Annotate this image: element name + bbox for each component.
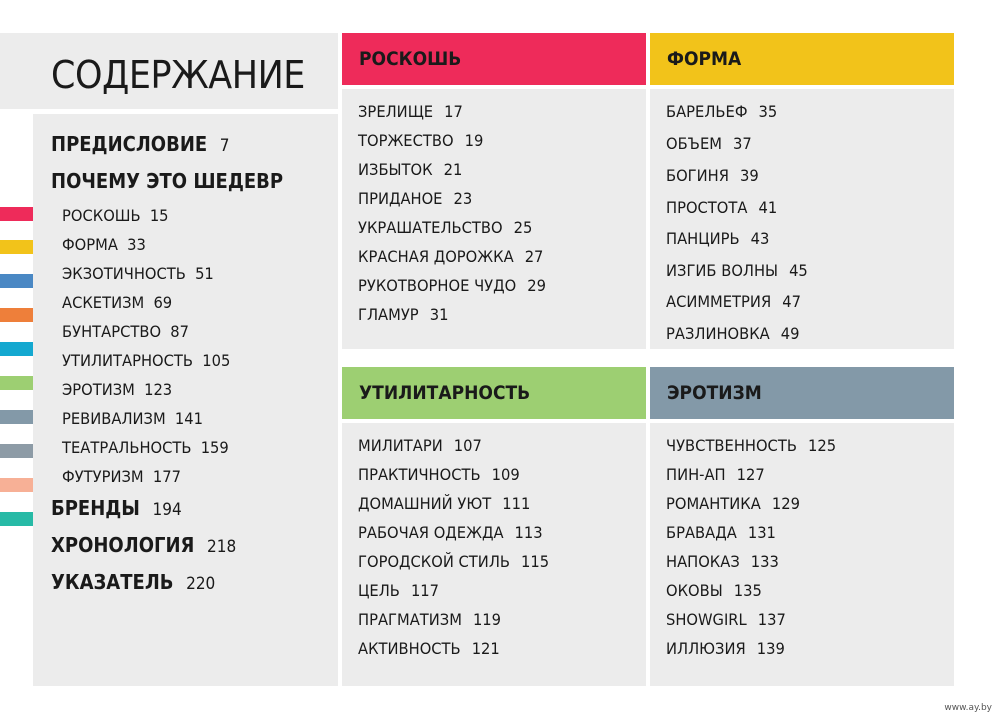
section-entry[interactable] xyxy=(358,494,530,513)
toc-chapter-theatricality[interactable] xyxy=(62,438,229,457)
entry-label: РАБОЧАЯ ОДЕЖДА xyxy=(358,523,504,542)
entry-page: 113 xyxy=(514,523,543,542)
section-entry[interactable] xyxy=(358,610,501,629)
toc-chapter-label: ФОРМА xyxy=(62,235,118,254)
toc-chapter-page: 123 xyxy=(144,380,173,399)
toc-chapter-page: 51 xyxy=(195,264,214,283)
section-title: ЭРОТИЗМ xyxy=(667,382,762,404)
entry-label: УКРАШАТЕЛЬСТВО xyxy=(358,218,503,237)
entry-page: 21 xyxy=(443,160,463,179)
entry-page: 139 xyxy=(756,639,785,658)
entry-page: 17 xyxy=(444,102,463,121)
section-entry[interactable] xyxy=(358,276,546,295)
section-entry[interactable] xyxy=(358,305,448,324)
page-title: СОДЕРЖАНИЕ xyxy=(51,53,305,97)
color-stripe-utility xyxy=(0,376,33,390)
toc-chapter-luxury[interactable] xyxy=(62,206,169,225)
section-entry[interactable] xyxy=(666,610,786,629)
toc-chapter-page: 105 xyxy=(202,351,231,370)
entry-label: ПРАКТИЧНОСТЬ xyxy=(358,465,481,484)
entry-label: АСИММЕТРИЯ xyxy=(666,292,772,311)
section-entry[interactable] xyxy=(666,134,752,153)
entry-page: 137 xyxy=(757,610,786,629)
toc-item-brands[interactable] xyxy=(51,496,182,520)
entry-label: МИЛИТАРИ xyxy=(358,436,443,455)
section-entry[interactable] xyxy=(666,198,777,217)
entry-label: КРАСНАЯ ДОРОЖКА xyxy=(358,247,514,266)
section-title: ФОРМА xyxy=(667,48,742,70)
toc-item-foreword[interactable] xyxy=(51,132,230,156)
entry-label: ТОРЖЕСТВО xyxy=(358,131,454,150)
entry-page: 109 xyxy=(491,465,520,484)
entry-page: 49 xyxy=(780,324,800,343)
entry-page: 35 xyxy=(758,102,778,121)
entry-label: SHOWGIRL xyxy=(666,610,747,629)
section-entry[interactable] xyxy=(358,247,543,266)
section-entry[interactable] xyxy=(358,160,462,179)
entry-label: РУКОТВОРНОЕ ЧУДО xyxy=(358,276,517,295)
color-stripe-eroticism xyxy=(0,410,33,424)
title-box xyxy=(0,33,338,109)
toc-item-label: БРЕНДЫ xyxy=(51,496,140,520)
color-stripe-exotic xyxy=(0,274,33,288)
entry-page: 107 xyxy=(453,436,482,455)
toc-chapter-label: РЕВИВАЛИЗМ xyxy=(62,409,166,428)
entry-page: 27 xyxy=(524,247,544,266)
section-title: УТИЛИТАРНОСТЬ xyxy=(359,382,531,404)
entry-page: 43 xyxy=(750,229,770,248)
toc-chapter-label: ТЕАТРАЛЬНОСТЬ xyxy=(62,438,192,457)
entry-page: 119 xyxy=(472,610,502,629)
entry-page: 41 xyxy=(758,198,778,217)
toc-chapter-page: 69 xyxy=(153,293,173,312)
toc-chapter-label: ЭРОТИЗМ xyxy=(62,380,135,399)
entry-label: БАРЕЛЬЕФ xyxy=(666,102,748,121)
entry-page: 121 xyxy=(471,639,500,658)
toc-item-label: ХРОНОЛОГИЯ xyxy=(51,533,195,557)
section-entry[interactable] xyxy=(666,523,776,542)
entry-page: 23 xyxy=(453,189,473,208)
toc-chapter-exotic[interactable] xyxy=(62,264,214,283)
toc-chapter-label: УТИЛИТАРНОСТЬ xyxy=(62,351,194,370)
entry-page: 129 xyxy=(771,494,800,513)
toc-item-label: ПРЕДИСЛОВИЕ xyxy=(51,132,208,156)
section-entry[interactable] xyxy=(358,523,543,542)
entry-label: РОМАНТИКА xyxy=(666,494,761,513)
entry-page: 133 xyxy=(750,552,779,571)
entry-label: ПИН-АП xyxy=(666,465,726,484)
toc-chapter-futurism[interactable] xyxy=(62,467,181,486)
toc-chapter-label: БУНТАРСТВО xyxy=(62,322,162,341)
entry-page: 131 xyxy=(747,523,776,542)
toc-chapter-asceticism[interactable] xyxy=(62,293,172,312)
entry-label: ПРОСТОТА xyxy=(666,198,748,217)
section-entry[interactable] xyxy=(358,218,532,237)
toc-panel xyxy=(33,114,338,686)
entry-label: ОБЪЕМ xyxy=(666,134,722,153)
toc-item-page: 194 xyxy=(152,500,182,520)
entry-page: 19 xyxy=(464,131,484,150)
section-entry[interactable] xyxy=(666,261,808,280)
entry-label: НАПОКАЗ xyxy=(666,552,740,571)
entry-page: 135 xyxy=(733,581,762,600)
toc-chapter-page: 33 xyxy=(127,235,146,254)
section-entry[interactable] xyxy=(666,102,777,121)
toc-chapter-eroticism[interactable] xyxy=(62,380,172,399)
section-header-eroticism xyxy=(650,367,954,419)
toc-chapter-page: 159 xyxy=(200,438,229,457)
toc-chapter-page: 177 xyxy=(152,467,181,486)
entry-label: ЗРЕЛИЩЕ xyxy=(358,102,434,121)
section-header-form xyxy=(650,33,954,85)
section-entry[interactable] xyxy=(666,552,779,571)
toc-chapter-revivalism[interactable] xyxy=(62,409,203,428)
entry-label: БОГИНЯ xyxy=(666,166,729,185)
section-title: РОСКОШЬ xyxy=(359,48,462,70)
color-stripe-form xyxy=(0,240,33,254)
toc-chapter-utility[interactable] xyxy=(62,351,230,370)
section-header-utility xyxy=(342,367,646,419)
entry-page: 37 xyxy=(732,134,752,153)
section-entry[interactable] xyxy=(666,581,762,600)
watermark: www.ay.by xyxy=(944,703,992,713)
entry-label: АКТИВНОСТЬ xyxy=(358,639,461,658)
toc-item-page: 220 xyxy=(186,574,216,594)
toc-item-label: ПОЧЕМУ ЭТО ШЕДЕВР xyxy=(51,169,284,193)
toc-chapter-form[interactable] xyxy=(62,235,146,254)
entry-page: 111 xyxy=(502,494,531,513)
section-entry[interactable] xyxy=(358,131,483,150)
entry-label: ИЛЛЮЗИЯ xyxy=(666,639,746,658)
section-entry[interactable] xyxy=(358,189,472,208)
color-stripe-luxury xyxy=(0,207,33,221)
entry-label: РАЗЛИНОВКА xyxy=(666,324,770,343)
entry-label: ГОРОДСКОЙ СТИЛЬ xyxy=(358,552,510,571)
toc-item-index[interactable] xyxy=(51,570,215,594)
section-entry[interactable] xyxy=(666,229,769,248)
toc-item-chronology[interactable] xyxy=(51,533,236,557)
section-entry[interactable] xyxy=(358,465,520,484)
toc-item-label: УКАЗАТЕЛЬ xyxy=(51,570,174,594)
section-header-luxury xyxy=(342,33,646,85)
entry-page: 31 xyxy=(429,305,449,324)
entry-label: БРАВАДА xyxy=(666,523,737,542)
entry-label: ЧУВСТВЕННОСТЬ xyxy=(666,436,797,455)
section-entry[interactable] xyxy=(666,292,801,311)
section-entry[interactable] xyxy=(666,324,800,343)
entry-page: 127 xyxy=(736,465,765,484)
section-entry[interactable] xyxy=(358,552,549,571)
section-entry[interactable] xyxy=(358,436,482,455)
entry-label: ПРИДАНОЕ xyxy=(358,189,443,208)
entry-label: ОКОВЫ xyxy=(666,581,723,600)
color-stripe-asceticism xyxy=(0,308,33,322)
section-entry[interactable] xyxy=(666,436,836,455)
toc-chapter-rebellion[interactable] xyxy=(62,322,189,341)
toc-chapter-label: АСКЕТИЗМ xyxy=(62,293,145,312)
entry-label: ПРАГМАТИЗМ xyxy=(358,610,462,629)
section-entry[interactable] xyxy=(666,465,765,484)
entry-page: 25 xyxy=(513,218,533,237)
entry-label: ИЗГИБ ВОЛНЫ xyxy=(666,261,779,280)
entry-page: 117 xyxy=(410,581,440,600)
section-entry[interactable] xyxy=(358,581,439,600)
toc-chapter-page: 15 xyxy=(149,206,169,225)
section-entry[interactable] xyxy=(666,639,785,658)
section-entry[interactable] xyxy=(666,166,759,185)
entry-page: 125 xyxy=(807,436,837,455)
entry-page: 45 xyxy=(789,261,808,280)
entry-label: ДОМАШНИЙ УЮТ xyxy=(358,494,492,513)
entry-label: ИЗБЫТОК xyxy=(358,160,433,179)
section-entry[interactable] xyxy=(666,494,800,513)
entry-label: ЦЕЛЬ xyxy=(358,581,400,600)
entry-label: ГЛАМУР xyxy=(358,305,419,324)
toc-chapter-label: ЭКЗОТИЧНОСТЬ xyxy=(62,264,186,283)
section-entry[interactable] xyxy=(358,102,463,121)
toc-chapter-label: ФУТУРИЗМ xyxy=(62,467,144,486)
entry-label: ПАНЦИРЬ xyxy=(666,229,740,248)
toc-chapter-page: 87 xyxy=(170,322,189,341)
color-stripe-futurism xyxy=(0,512,33,526)
entry-page: 47 xyxy=(782,292,801,311)
color-stripe-theatricality xyxy=(0,478,33,492)
toc-item-why[interactable] xyxy=(51,169,283,193)
toc-chapter-page: 141 xyxy=(174,409,203,428)
toc-item-page: 7 xyxy=(219,136,230,156)
section-entry[interactable] xyxy=(358,639,500,658)
entry-page: 29 xyxy=(527,276,546,295)
color-stripe-rebellion xyxy=(0,342,33,356)
color-stripe-revivalism xyxy=(0,444,33,458)
entry-page: 39 xyxy=(740,166,759,185)
toc-chapter-label: РОСКОШЬ xyxy=(62,206,141,225)
toc-item-page: 218 xyxy=(206,537,237,557)
entry-page: 115 xyxy=(521,552,550,571)
